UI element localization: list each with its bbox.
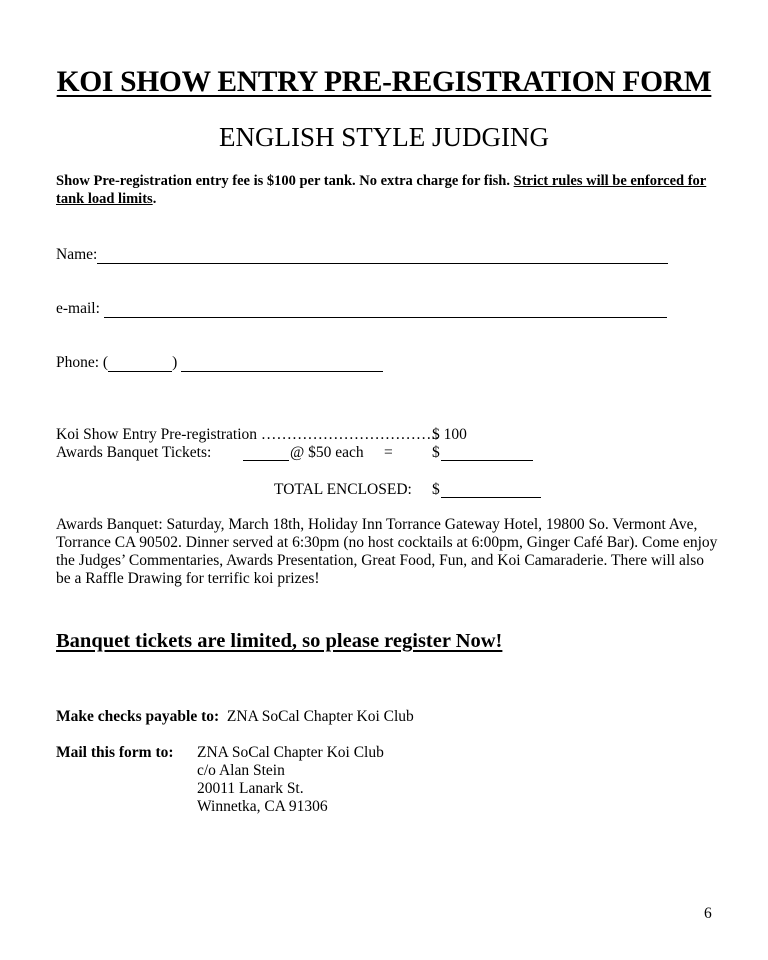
banquet-equals: = bbox=[384, 444, 393, 461]
form-subtitle: ENGLISH STYLE JUDGING bbox=[219, 122, 549, 152]
email-label: e-mail: bbox=[56, 300, 100, 317]
entry-fee-amount: $ 100 bbox=[432, 426, 467, 443]
fee-notice bbox=[56, 172, 716, 208]
mail-label: Mail this form to: bbox=[56, 744, 174, 761]
total-enclosed-label: TOTAL ENCLOSED: bbox=[274, 481, 412, 498]
phone-row bbox=[56, 354, 383, 372]
phone-label: Phone: ( bbox=[56, 354, 109, 371]
fee-notice-text: Show Pre-registration entry fee is $100 per tank. No extra charge for fish. bbox=[56, 173, 514, 189]
email-field[interactable] bbox=[104, 301, 667, 318]
total-enclosed-field[interactable] bbox=[441, 481, 541, 498]
name-row bbox=[56, 246, 668, 264]
name-label: Name: bbox=[56, 246, 98, 263]
form-title: KOI SHOW ENTRY PRE-REGISTRATION FORM bbox=[56, 66, 712, 98]
mail-address-line-2: c/o Alan Stein bbox=[197, 762, 285, 779]
entry-fee-label: Koi Show Entry Pre-registration …………………………….. bbox=[56, 426, 440, 443]
email-row bbox=[56, 300, 667, 318]
total-dollar: $ bbox=[432, 481, 440, 498]
banquet-price-each: @ $50 each bbox=[290, 444, 364, 461]
checks-row bbox=[56, 708, 414, 726]
page-number: 6 bbox=[704, 905, 712, 922]
banquet-tickets-label: Awards Banquet Tickets: bbox=[56, 444, 212, 461]
phone-area-code-field[interactable] bbox=[108, 355, 172, 372]
mail-address-line-3: 20011 Lanark St. bbox=[197, 780, 304, 797]
banquet-paragraph: Awards Banquet: Saturday, March 18th, Holiday Inn Torrance Gateway Hotel, 19800 So. Vermont Ave, Torrance CA 90502. Dinner served at 6:30pm (no host cocktails at 6:00pm, Ginger Café Bar). Come enjoy the Judges’ Commentaries, Awards Presentation, Great Food, Fun, and Koi Camaraderie. There will also be a Raffle Drawing for terrific koi prizes! bbox=[56, 516, 718, 587]
banquet-dollar: $ bbox=[432, 444, 440, 461]
checks-label: Make checks payable to: bbox=[56, 708, 220, 725]
fee-notice-end: . bbox=[152, 191, 157, 207]
checks-value: ZNA SoCal Chapter Koi Club bbox=[226, 708, 414, 725]
name-field[interactable] bbox=[97, 247, 668, 264]
mail-address-line-4: Winnetka, CA 91306 bbox=[197, 798, 328, 815]
mail-address-line-1: ZNA SoCal Chapter Koi Club bbox=[197, 744, 384, 761]
banquet-quantity-field[interactable] bbox=[243, 444, 289, 461]
phone-number-field[interactable] bbox=[181, 355, 383, 372]
fee-notice-rules: Strict rules will be enforced for tank load limits bbox=[56, 173, 707, 207]
banquet-total-field[interactable] bbox=[441, 444, 533, 461]
call-to-action: Banquet tickets are limited, so please register Now! bbox=[56, 630, 503, 652]
phone-paren-close: ) bbox=[172, 354, 178, 371]
